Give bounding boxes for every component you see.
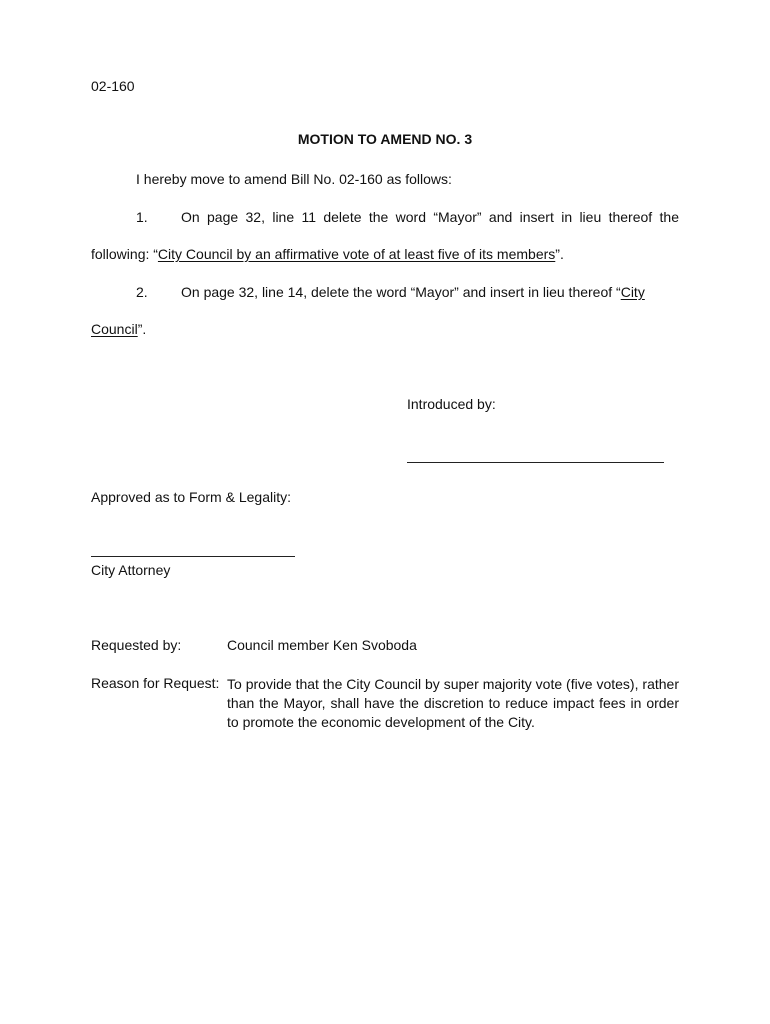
reason-label: Reason for Request:: [91, 675, 220, 691]
item-1-amendment-text: City Council by an affirmative vote of at least five of its members: [157, 246, 556, 262]
document-title: MOTION TO AMEND NO. 3: [297, 131, 473, 147]
introduced-by-label: Introduced by:: [407, 396, 496, 412]
item-1-line-2-suffix: ”.: [555, 246, 564, 262]
item-1-line-1: On page 32, line 11 delete the word “Mayor” and insert in lieu thereof the: [181, 209, 679, 225]
item-1-line-2-prefix: following: “: [91, 246, 158, 262]
bill-number: 02-160: [91, 78, 135, 94]
item-1-number: 1.: [136, 209, 148, 225]
item-2-line-2-suffix: ”.: [137, 321, 147, 337]
intro-paragraph: I hereby move to amend Bill No. 02-160 as follows:: [136, 171, 452, 187]
item-2-line-1-text: On page 32, line 14, delete the word “Mayor” and insert in lieu thereof “: [181, 284, 621, 300]
item-2-line-2: [91, 321, 146, 337]
reason-value: To provide that the City Council by super majority vote (five votes), rather than the Mayor, shall have the discretion to reduce impact fees in order to promote the economic development of the City.: [227, 676, 679, 730]
attorney-signature-line: [91, 556, 295, 557]
item-2-line-1: [181, 284, 645, 300]
introducer-signature-line: [407, 462, 664, 463]
item-2-amendment-text-start: City: [620, 284, 645, 300]
item-2-amendment-text-end: Council: [91, 321, 138, 337]
item-1-line-2: [91, 246, 564, 262]
requested-by-label: Requested by:: [91, 637, 182, 653]
city-attorney-label: City Attorney: [91, 562, 171, 578]
requested-by-value: Council member Ken Svoboda: [227, 637, 417, 653]
item-2-number: 2.: [136, 284, 148, 300]
approved-label: Approved as to Form & Legality:: [91, 489, 291, 505]
